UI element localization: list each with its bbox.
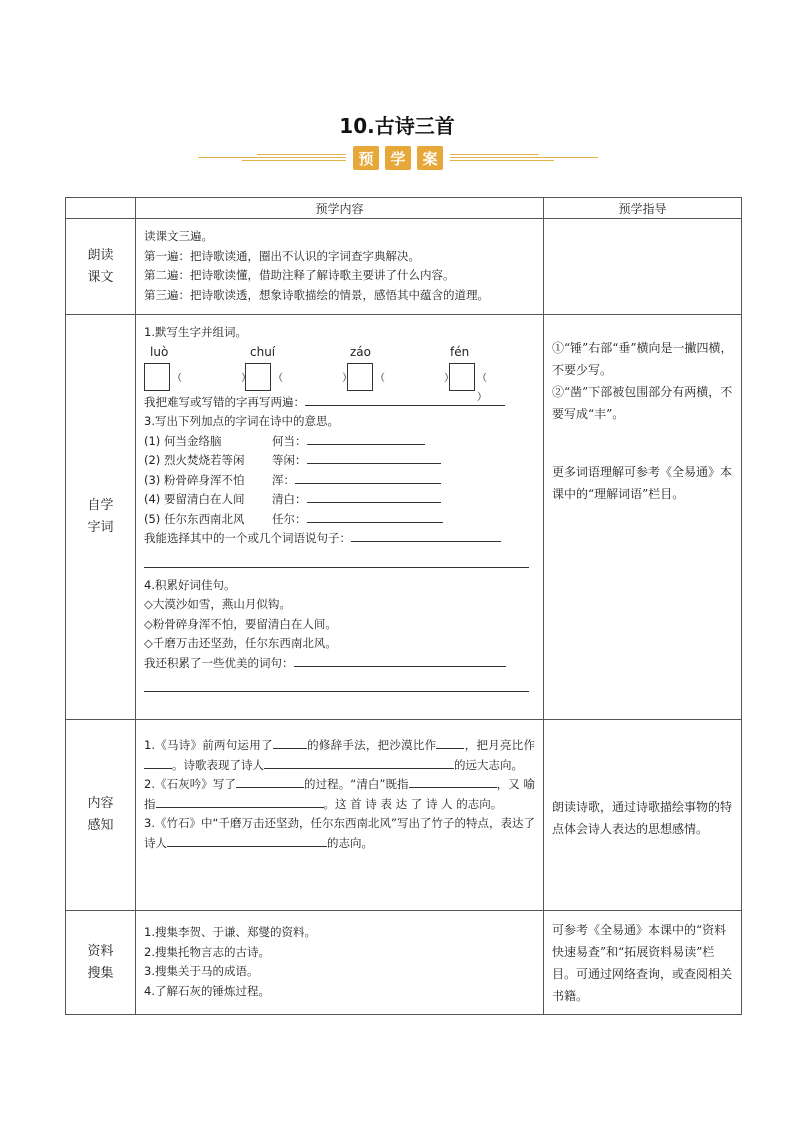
- definition-item: [144, 510, 535, 530]
- row-label-line: 资料: [87, 943, 114, 959]
- row-label-line: 自学: [87, 498, 114, 513]
- answer-blank[interactable]: [273, 736, 307, 749]
- row-label: [66, 219, 136, 315]
- text-line: 读课文三遍。: [144, 229, 213, 243]
- header-guide: 预学指导: [544, 198, 742, 219]
- answer-blank[interactable]: [305, 393, 505, 406]
- question-3: 3.写出下列加点的字词在诗中的意思。: [144, 414, 339, 428]
- text-line: 第一遍：把诗歌读通，圈出不认识的字词查字典解决。: [144, 248, 420, 263]
- guide-note: 朗读诗歌，通过诗歌描绘事物的特点体会诗人表达的思想感情。: [552, 800, 733, 836]
- q-text: 1.《马诗》前两句运用了: [144, 738, 273, 752]
- answer-blank[interactable]: [264, 756, 454, 769]
- banner-badge: 预: [353, 146, 379, 170]
- comprehension-q2: [144, 775, 535, 814]
- word-paren[interactable]: （ ）: [477, 372, 515, 403]
- row-label-line: 内容: [87, 796, 114, 811]
- question-1: 1.默写生字并组词。: [144, 325, 247, 339]
- definition-item: [144, 432, 535, 452]
- answer-line[interactable]: [144, 673, 529, 692]
- word-paren[interactable]: （ ）: [273, 372, 381, 384]
- definition-phrase: (2) 烈火焚烧若等闲: [144, 453, 245, 467]
- answer-blank[interactable]: [436, 736, 464, 749]
- row-reading: [66, 219, 742, 315]
- definition-phrase: (4) 要留清白在人间: [144, 492, 245, 506]
- guide-note: ②“凿”下部被包围部分有两横，不要写成“丰”。: [552, 385, 733, 421]
- accum-line: [144, 654, 535, 674]
- answer-blank[interactable]: [295, 471, 441, 484]
- quote-line: ◇粉骨碎身浑不怕，要留清白在人间。: [144, 616, 337, 631]
- quote-line: ◇千磨万击还坚劲，任尔东西南北风。: [144, 636, 337, 650]
- answer-blank[interactable]: [307, 451, 441, 464]
- row-label-line: 课文: [87, 269, 114, 285]
- comprehension-q1: [144, 736, 535, 775]
- q-text: ，把月亮比作: [464, 738, 535, 752]
- text-line: 第三遍：把诗歌读透，想象诗歌描绘的情景，感悟其中蕴含的道理。: [144, 287, 489, 302]
- answer-blank[interactable]: [156, 795, 324, 808]
- definition-word: 等闲：: [272, 453, 307, 467]
- vocabulary-guide: [544, 315, 742, 720]
- q-text: 。这 首 诗 表 达 了 诗 人 的志向。: [323, 796, 503, 811]
- definition-phrase: (3) 粉骨碎身浑不怕: [144, 472, 245, 487]
- q-text: 。诗歌表现了诗人: [172, 757, 264, 772]
- row-label-line: 字词: [87, 520, 114, 535]
- q-text: 的过程。“清白”既指: [303, 777, 409, 791]
- answer-blank[interactable]: [351, 529, 501, 542]
- row-comprehension: [66, 720, 742, 911]
- header-content: 预学内容: [136, 198, 544, 219]
- row-research: [66, 911, 742, 1015]
- q-text: 的志向。: [327, 835, 373, 850]
- sentence-line: [144, 529, 535, 549]
- answer-line[interactable]: [144, 549, 529, 568]
- research-guide: [544, 911, 742, 1015]
- answer-blank[interactable]: [144, 756, 172, 769]
- pinyin: chuí: [250, 344, 276, 359]
- answer-blank[interactable]: [307, 510, 443, 523]
- guide-note: 更多词语理解可参考《全易通》本课中的“理解词语”栏目。: [552, 465, 733, 501]
- row-label-line: 感知: [87, 818, 114, 833]
- accum-label: 我还积累了一些优美的词句：: [144, 655, 294, 670]
- sentence-label: 我能选择其中的一个或几个词语说句子：: [144, 531, 351, 545]
- comprehension-q3: [144, 814, 535, 853]
- answer-blank[interactable]: [307, 432, 425, 445]
- definition-item: [144, 451, 535, 471]
- row-label: [66, 911, 136, 1015]
- definition-phrase: (1) 何当金络脑: [144, 433, 222, 448]
- char-input-box[interactable]: [245, 363, 271, 391]
- text-line: 4.了解石灰的锤炼过程。: [144, 983, 270, 998]
- banner-badge: 案: [417, 146, 443, 170]
- text-line: 3.搜集关于马的成语。: [144, 964, 259, 978]
- quote-line: ◇大漠沙如雪，燕山月似钩。: [144, 597, 291, 611]
- comprehension-content: [136, 720, 544, 911]
- q-text: 的远大志向。: [454, 757, 523, 772]
- page-title: 10.古诗三首: [339, 114, 455, 138]
- banner-badges: [350, 146, 446, 170]
- comprehension-guide: [544, 720, 742, 911]
- char-input-box[interactable]: [144, 363, 170, 391]
- text-line: 第二遍：把诗歌读懂，借助注释了解诗歌主要讲了什么内容。: [144, 268, 455, 282]
- row-label: [66, 720, 136, 911]
- guide-note: 可参考《全易通》本课中的“资料快速易查”和“拓展资料易读”栏目。可通过网络查询，或查阅相关书籍。: [552, 923, 733, 1003]
- banner-lines-right: [450, 152, 598, 166]
- answer-blank[interactable]: [409, 775, 497, 788]
- header-row: [66, 198, 742, 219]
- definition-word: 何当：: [272, 433, 307, 448]
- definition-word: 清白：: [272, 492, 307, 506]
- answer-blank[interactable]: [236, 775, 304, 788]
- pinyin: luò: [150, 344, 169, 359]
- answer-blank[interactable]: [307, 490, 441, 503]
- pinyin: záo: [350, 344, 371, 359]
- word-paren[interactable]: （ ）: [172, 372, 280, 384]
- row-label: [66, 315, 136, 720]
- text-line: 1.搜集李贺、于谦、郑燮的资料。: [144, 925, 316, 939]
- definition-phrase: (5) 任尔东西南北风: [144, 511, 245, 526]
- q-text: 3.《竹石》中“千磨万击还坚劲，任尔东西南北风”写出了竹子的特点，表达了诗人: [144, 816, 535, 850]
- row-label-line: 朗读: [87, 247, 114, 263]
- definition-item: [144, 471, 535, 491]
- q-text: 的修辞手法，把沙漠比作: [306, 738, 437, 752]
- pinyin: fén: [450, 344, 470, 359]
- q-text: 2.《石灰吟》写了: [144, 777, 236, 791]
- research-content: [136, 911, 544, 1015]
- rewrite-label: 我把难写或写错的字再写两遍：: [144, 394, 305, 409]
- pinyin-row: [144, 343, 535, 361]
- row-vocabulary: [66, 315, 742, 720]
- reading-content: [136, 219, 544, 315]
- q-text: ，又 喻 指: [144, 777, 535, 811]
- reading-guide: [544, 219, 742, 315]
- text-line: 2.搜集托物言志的古诗。: [144, 944, 270, 959]
- definition-word: 任尔：: [272, 511, 307, 526]
- answer-blank[interactable]: [167, 834, 327, 847]
- question-4: 4.积累好词佳句。: [144, 577, 236, 592]
- header-empty: [66, 198, 136, 219]
- char-input-box[interactable]: [449, 363, 475, 391]
- banner: [198, 146, 598, 172]
- preview-table: [65, 197, 742, 1015]
- banner-badge: 学: [385, 146, 411, 170]
- answer-blank[interactable]: [294, 654, 506, 667]
- word-paren[interactable]: （ ）: [375, 372, 483, 384]
- definition-item: [144, 490, 535, 510]
- banner-lines-left: [198, 152, 346, 166]
- vocabulary-content: [136, 315, 544, 720]
- guide-note: ①“锤”右部“垂”横向是一撇四横，不要少写。: [552, 341, 733, 377]
- definition-word: 浑：: [272, 472, 295, 487]
- row-label-line: 搜集: [87, 965, 114, 981]
- char-input-box[interactable]: [347, 363, 373, 391]
